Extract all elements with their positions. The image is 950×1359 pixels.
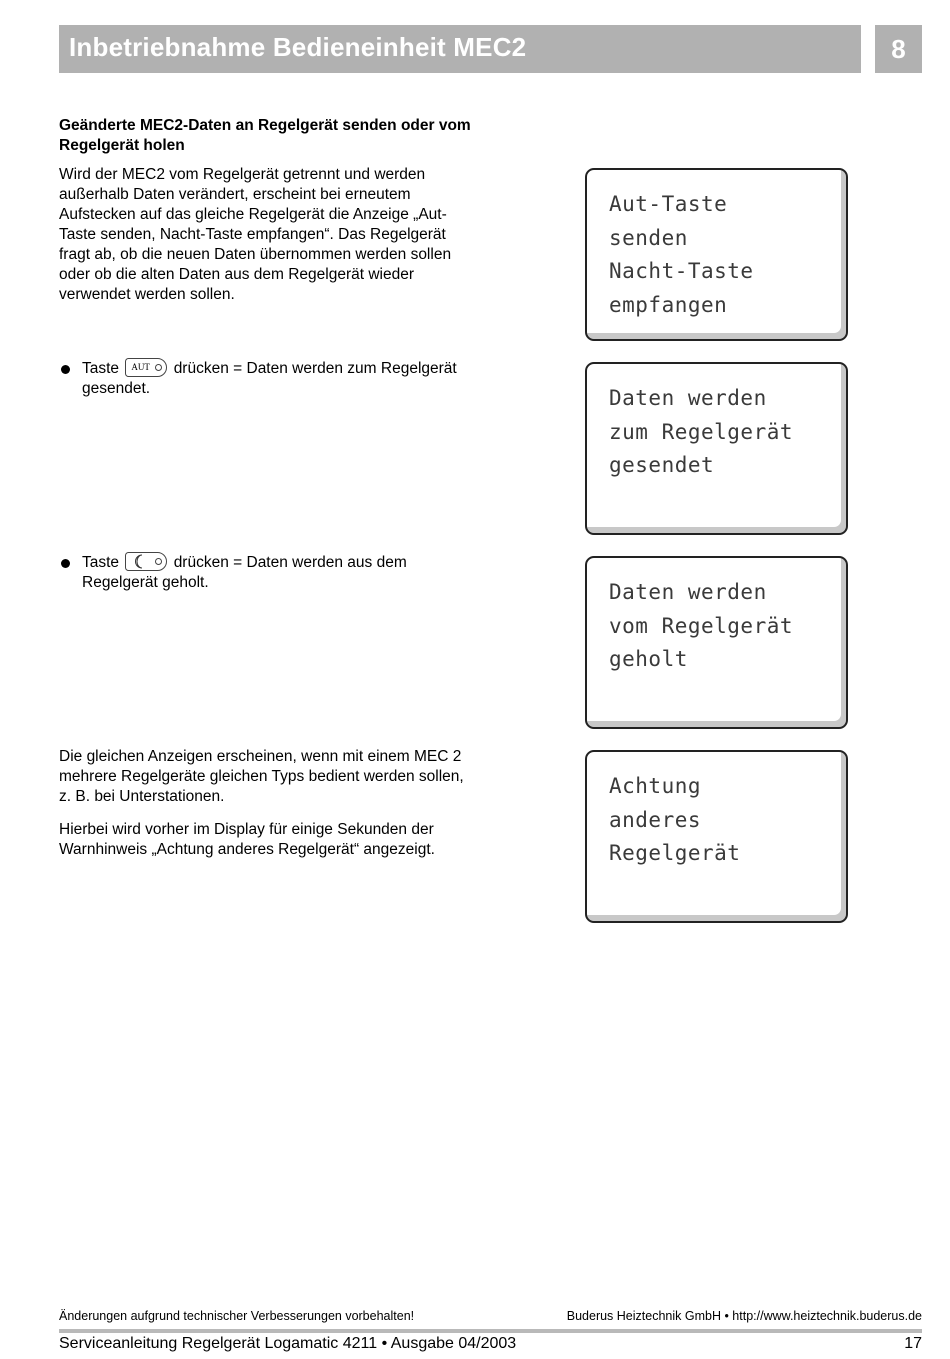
lcd-text: Achtung anderes Regelgerät	[609, 774, 741, 865]
lcd-text: Daten werden zum Regelgerät gesendet	[609, 386, 794, 477]
bullet-item-fetch	[59, 553, 471, 593]
chapter-number: 8	[875, 25, 922, 73]
bullet-item-send	[59, 359, 471, 399]
lcd-display-warning	[585, 750, 848, 923]
multi-device-paragraph: Die gleichen Anzeigen erscheinen, wenn mit einem MEC 2 mehrere Regelgeräte gleichen Typs bedient werden sollen, z. B. bei Unterstationen.	[59, 748, 464, 805]
bullet-icon	[61, 365, 70, 374]
header-bar	[59, 25, 861, 73]
lcd-display-fetched	[585, 556, 848, 729]
intro-paragraph: Wird der MEC2 vom Regelgerät getrennt und werden außerhalb Daten verändert, erscheint bei erneutem Aufstecken auf das gleiche Regelgerät die Anzeige „Aut-Taste senden, Nacht-Taste empfangen“. Das Regelgerät fragt ab, ob die neuen Daten übernommen werden sollen oder ob die alten Daten aus dem Regelgerät wieder verwendet werden sollen.	[59, 166, 452, 303]
aut-key-icon	[125, 358, 167, 377]
page-title: Inbetriebnahme Bedieneinheit MEC2	[69, 32, 527, 62]
section-heading: Geänderte MEC2-Daten an Regelgerät senden oder vom Regelgerät holen	[59, 117, 471, 154]
lcd-display-prompt	[585, 168, 848, 341]
key-dot-icon	[155, 364, 162, 371]
moon-key-icon	[125, 552, 167, 571]
footer-disclaimer: Änderungen aufgrund technischer Verbesserungen vorbehalten!	[59, 1309, 415, 1323]
bullet-prefix: Taste	[82, 554, 120, 571]
bullet-prefix: Taste	[82, 360, 120, 377]
page-number: 17	[904, 1335, 922, 1352]
warning-paragraph: Hierbei wird vorher im Display für einige Sekunden der Warnhinweis „Achtung anderes Regelgerät“ angezeigt.	[59, 821, 435, 858]
footer-divider	[59, 1329, 922, 1333]
aut-key-label: AUT	[131, 361, 150, 372]
bullet-text-send	[82, 359, 471, 399]
lcd-text: Daten werden vom Regelgerät geholt	[609, 580, 794, 671]
bullet-icon	[61, 559, 70, 568]
footer-company: Buderus Heiztechnik GmbH • http://www.heiztechnik.buderus.de	[566, 1309, 922, 1323]
lcd-text: Aut-Taste senden Nacht-Taste empfangen	[609, 192, 754, 317]
bullet-text-fetch	[82, 553, 471, 593]
moon-icon	[132, 554, 146, 569]
lcd-display-sent	[585, 362, 848, 535]
footer-document-title: Serviceanleitung Regelgerät Logamatic 4211 • Ausgabe 04/2003	[59, 1335, 517, 1352]
key-dot-icon	[155, 558, 162, 565]
bullet-suffix: drücken = Daten werden zum Regelgerät gesendet.	[82, 360, 457, 397]
bullet-suffix: drücken = Daten werden aus dem Regelgerät geholt.	[82, 554, 407, 591]
